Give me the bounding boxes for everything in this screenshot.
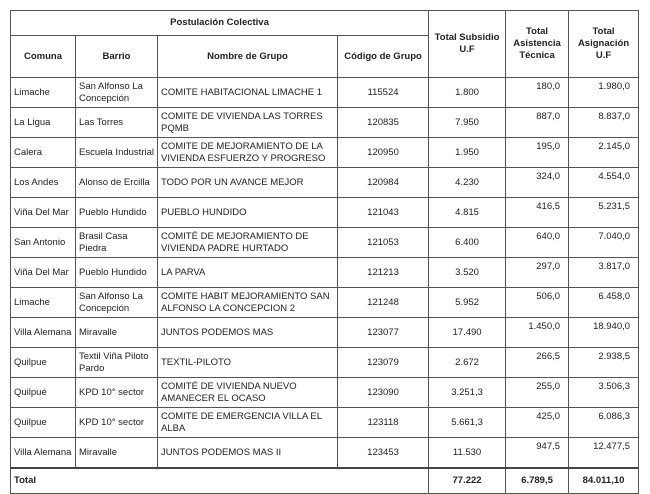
cell-codigo: 123118 <box>338 408 429 438</box>
cell-asignacion: 3.506,3 <box>569 378 639 408</box>
table-row <box>11 378 639 408</box>
total-label: Total <box>11 468 429 494</box>
header-codigo: Código de Grupo <box>338 36 429 78</box>
cell-nombre: COMITÉ DE VIVIENDA NUEVO AMANECER EL OCASO <box>158 378 338 408</box>
cell-codigo: 121213 <box>338 258 429 288</box>
cell-nombre: PUEBLO HUNDIDO <box>158 198 338 228</box>
table-row <box>11 288 639 318</box>
cell-subsidio: 5.952 <box>429 288 506 318</box>
cell-codigo: 120950 <box>338 138 429 168</box>
cell-barrio: Alonso de Ercilla <box>76 168 158 198</box>
cell-asistencia: 416,5 <box>506 198 569 228</box>
table-row <box>11 348 639 378</box>
cell-nombre: COMITE DE VIVIENDA LAS TORRES PQMB <box>158 108 338 138</box>
cell-subsidio: 4.230 <box>429 168 506 198</box>
cell-barrio: KPD 10° sector <box>76 378 158 408</box>
cell-nombre: JUNTOS PODEMOS MAS II <box>158 438 338 469</box>
cell-asignacion: 12.477,5 <box>569 438 639 469</box>
cell-barrio: Escuela Industrial <box>76 138 158 168</box>
cell-nombre: COMITE DE MEJORAMIENTO DE LA VIVIENDA ESFUERZO Y PROGRESO <box>158 138 338 168</box>
cell-barrio: San Alfonso La Concepción <box>76 288 158 318</box>
cell-asistencia: 506,0 <box>506 288 569 318</box>
cell-asistencia: 266,5 <box>506 348 569 378</box>
cell-comuna: San Antonio <box>11 228 76 258</box>
cell-comuna: La Ligua <box>11 108 76 138</box>
cell-comuna: Limache <box>11 78 76 108</box>
cell-asignacion: 4.554,0 <box>569 168 639 198</box>
cell-subsidio: 2.672 <box>429 348 506 378</box>
cell-barrio: Brasil Casa Piedra <box>76 228 158 258</box>
total-asistencia: 6.789,5 <box>506 468 569 494</box>
postulacion-table <box>10 10 639 494</box>
cell-subsidio: 17.490 <box>429 318 506 348</box>
total-subsidio: 77.222 <box>429 468 506 494</box>
group-header: Postulación Colectiva <box>11 11 429 36</box>
table-row <box>11 318 639 348</box>
cell-asistencia: 947,5 <box>506 438 569 469</box>
cell-nombre: LA PARVA <box>158 258 338 288</box>
cell-subsidio: 5.661,3 <box>429 408 506 438</box>
cell-asistencia: 1.450,0 <box>506 318 569 348</box>
cell-codigo: 115524 <box>338 78 429 108</box>
cell-nombre: TEXTIL-PILOTO <box>158 348 338 378</box>
header-subsidio: Total Subsidio U.F <box>429 11 506 78</box>
table-row <box>11 78 639 108</box>
cell-comuna: Los Andes <box>11 168 76 198</box>
cell-subsidio: 7.950 <box>429 108 506 138</box>
cell-nombre: COMITE DE EMERGENCIA VILLA EL ALBA <box>158 408 338 438</box>
header-asignacion: Total Asignación U.F <box>569 11 639 78</box>
cell-subsidio: 1.950 <box>429 138 506 168</box>
cell-subsidio: 6.400 <box>429 228 506 258</box>
cell-comuna: Viña Del Mar <box>11 258 76 288</box>
table-row <box>11 168 639 198</box>
cell-asistencia: 324,0 <box>506 168 569 198</box>
cell-asistencia: 180,0 <box>506 78 569 108</box>
cell-nombre: COMITÉ DE MEJORAMIENTO DE VIVIENDA PADRE HURTADO <box>158 228 338 258</box>
cell-asistencia: 640,0 <box>506 228 569 258</box>
header-nombre: Nombre de Grupo <box>158 36 338 78</box>
cell-asistencia: 255,0 <box>506 378 569 408</box>
cell-subsidio: 1.800 <box>429 78 506 108</box>
cell-comuna: Quilpue <box>11 348 76 378</box>
cell-nombre: COMITE HABIT MEJORAMIENTO SAN ALFONSO LA CONCEPCION 2 <box>158 288 338 318</box>
table-row <box>11 228 639 258</box>
cell-asignacion: 2.938,5 <box>569 348 639 378</box>
cell-comuna: Viña Del Mar <box>11 198 76 228</box>
cell-comuna: Limache <box>11 288 76 318</box>
cell-nombre: JUNTOS PODEMOS MAS <box>158 318 338 348</box>
cell-nombre: COMITE HABITACIONAL LIMACHE 1 <box>158 78 338 108</box>
cell-asignacion: 6.458,0 <box>569 288 639 318</box>
cell-asignacion: 18.940,0 <box>569 318 639 348</box>
cell-barrio: KPD 10° sector <box>76 408 158 438</box>
cell-barrio: Miravalle <box>76 438 158 469</box>
table-row <box>11 198 639 228</box>
cell-subsidio: 4.815 <box>429 198 506 228</box>
cell-barrio: Miravalle <box>76 318 158 348</box>
cell-asignacion: 6.086,3 <box>569 408 639 438</box>
cell-subsidio: 3.251,3 <box>429 378 506 408</box>
cell-barrio: Pueblo Hundido <box>76 258 158 288</box>
cell-codigo: 121248 <box>338 288 429 318</box>
table-row <box>11 108 639 138</box>
cell-asignacion: 3.817,0 <box>569 258 639 288</box>
cell-asistencia: 195,0 <box>506 138 569 168</box>
header-barrio: Barrio <box>76 36 158 78</box>
cell-asignacion: 1.980,0 <box>569 78 639 108</box>
cell-comuna: Villa Alemana <box>11 318 76 348</box>
cell-barrio: Textil Viña Piloto Pardo <box>76 348 158 378</box>
total-row <box>11 468 639 494</box>
cell-comuna: Quilpué <box>11 378 76 408</box>
cell-subsidio: 11.530 <box>429 438 506 469</box>
cell-asignacion: 2.145,0 <box>569 138 639 168</box>
cell-asistencia: 425,0 <box>506 408 569 438</box>
header-comuna: Comuna <box>11 36 76 78</box>
cell-codigo: 121053 <box>338 228 429 258</box>
cell-codigo: 123077 <box>338 318 429 348</box>
cell-comuna: Calera <box>11 138 76 168</box>
cell-codigo: 120835 <box>338 108 429 138</box>
table-row <box>11 258 639 288</box>
cell-codigo: 123090 <box>338 378 429 408</box>
header-asistencia: Total Asistencia Técnica <box>506 11 569 78</box>
cell-nombre: TODO POR UN AVANCE MEJOR <box>158 168 338 198</box>
table-row <box>11 138 639 168</box>
cell-asistencia: 887,0 <box>506 108 569 138</box>
total-asignacion: 84.011,10 <box>569 468 639 494</box>
cell-barrio: Pueblo Hundido <box>76 198 158 228</box>
cell-comuna: Villa Alemana <box>11 438 76 469</box>
cell-subsidio: 3.520 <box>429 258 506 288</box>
cell-codigo: 121043 <box>338 198 429 228</box>
cell-asignacion: 5.231,5 <box>569 198 639 228</box>
cell-barrio: San Alfonso La Concepción <box>76 78 158 108</box>
cell-codigo: 123079 <box>338 348 429 378</box>
cell-barrio: Las Torres <box>76 108 158 138</box>
cell-comuna: Quilpue <box>11 408 76 438</box>
table-row <box>11 408 639 438</box>
cell-asignacion: 8.837,0 <box>569 108 639 138</box>
cell-codigo: 120984 <box>338 168 429 198</box>
cell-asistencia: 297,0 <box>506 258 569 288</box>
cell-asignacion: 7.040,0 <box>569 228 639 258</box>
cell-codigo: 123453 <box>338 438 429 469</box>
table-row <box>11 438 639 469</box>
